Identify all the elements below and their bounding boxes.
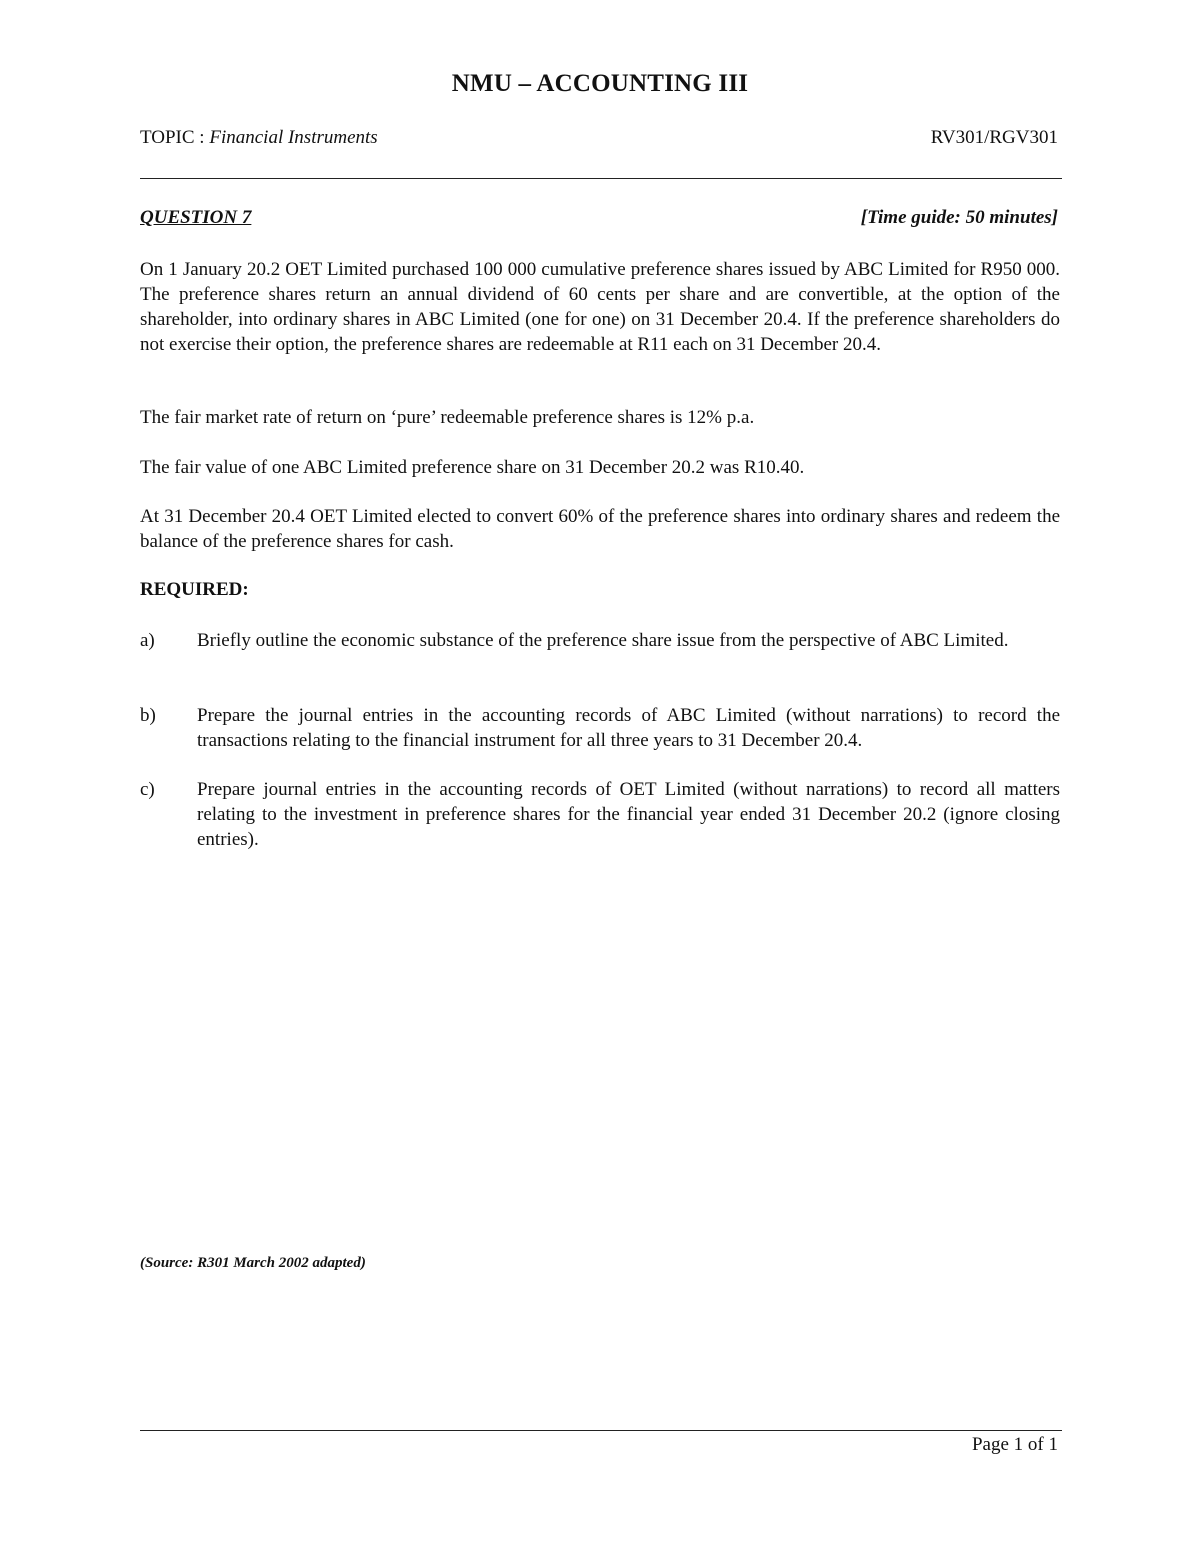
required-item-text: Prepare the journal entries in the accounting records of ABC Limited (without narrations) to record the transactions relating to the financial instrument for all three years to 31 December 20.4. <box>197 705 1060 751</box>
required-item-letter: a) <box>140 630 155 651</box>
topic-row <box>140 127 1058 149</box>
paragraph-market-rate: The fair market rate of return on ‘pure’ redeemable preference shares is 12% p.a. <box>140 407 755 428</box>
time-guide: [Time guide: 50 minutes] <box>860 207 1058 228</box>
document-title: NMU – ACCOUNTING III <box>451 70 749 97</box>
paragraph-scenario: On 1 January 20.2 OET Limited purchased 100 000 cumulative preference shares issued by ABC Limited for R950 000. The preference shares return an annual dividend of 60 cents per share and are convertible, at the option of the shareholder, into ordinary shares in ABC Limited (one for one) on 31 December 20.4. If the preference shareholders do not exercise their option, the preference shares are redeemable at R11 each on 31 December 20.4. <box>140 259 1060 355</box>
topic-prefix: TOPIC : <box>140 127 210 148</box>
paragraph-conversion: At 31 December 20.4 OET Limited elected to convert 60% of the preference shares into ordinary shares and redeem the balance of the preference shares for cash. <box>140 506 1060 552</box>
page-number: Page 1 of 1 <box>971 1434 1058 1455</box>
required-item-text: Prepare journal entries in the accounting records of OET Limited (without narrations) to record all matters relating to the investment in preference shares for the financial year ended 31 December 20.2 (ignore closing entries). <box>197 779 1060 850</box>
source-note: (Source: R301 March 2002 adapted) <box>140 1255 366 1271</box>
question-header <box>140 207 1058 229</box>
topic-name: Financial Instruments <box>209 127 378 148</box>
required-item-text: Briefly outline the economic substance of the preference share issue from the perspective of ABC Limited. <box>197 630 1009 651</box>
question-label: QUESTION 7 <box>140 207 252 228</box>
footer-divider <box>140 1430 1062 1431</box>
required-item-letter: b) <box>140 705 156 726</box>
required-item-b <box>140 703 1060 753</box>
required-heading: REQUIRED: <box>140 579 249 600</box>
required-item-a <box>140 628 1060 653</box>
course-code: RV301/RGV301 <box>930 127 1058 148</box>
topic <box>140 127 378 149</box>
paragraph-fair-value: The fair value of one ABC Limited preference share on 31 December 20.2 was R10.40. <box>140 457 805 478</box>
required-item-c <box>140 777 1060 852</box>
header-divider <box>140 178 1062 179</box>
required-item-letter: c) <box>140 779 155 800</box>
